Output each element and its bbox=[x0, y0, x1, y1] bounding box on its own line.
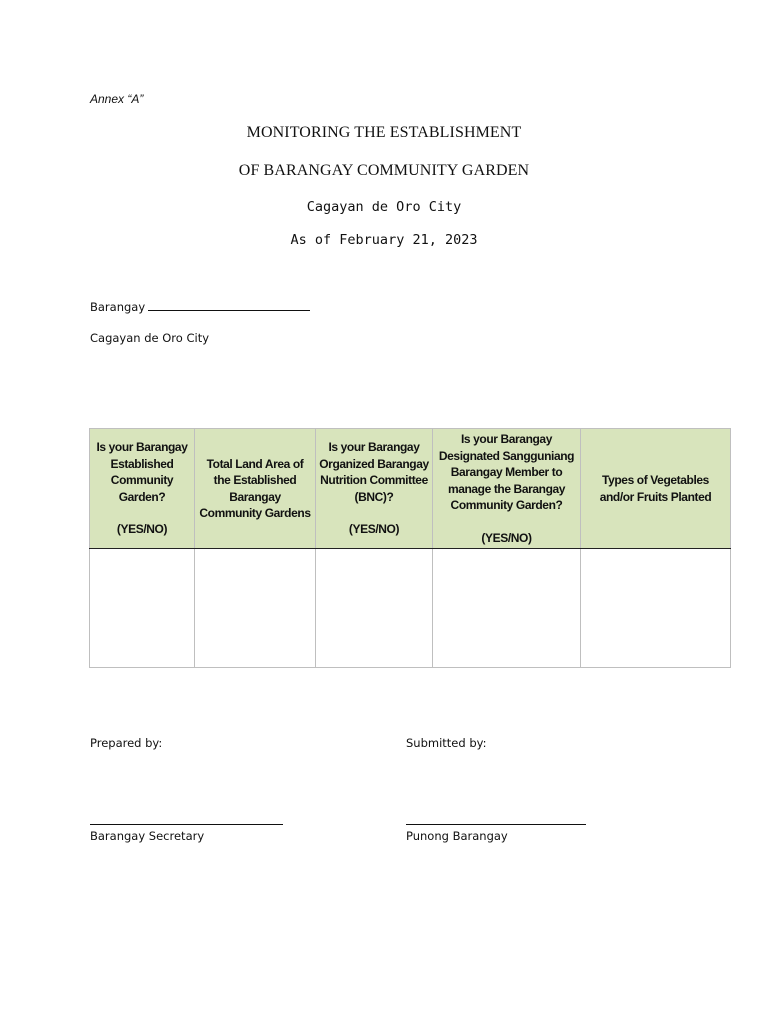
header-note: (YES/NO) bbox=[481, 530, 532, 545]
header-text: Is your Barangay Designated Sangguniang Barangay Member to manage the Barangay Community Garden? bbox=[438, 432, 575, 512]
cell-total-land-area[interactable] bbox=[195, 549, 316, 668]
prepared-by-label: Prepared by: bbox=[90, 736, 163, 750]
header-note: (YES/NO) bbox=[348, 522, 400, 537]
header-note: (YES/NO) bbox=[116, 522, 168, 537]
city-label: Cagayan de Oro City bbox=[90, 331, 210, 345]
document-title-line-1: MONITORING THE ESTABLISHMENT bbox=[246, 124, 522, 141]
barangay-blank-line[interactable] bbox=[148, 299, 310, 311]
submitted-by-label: Submitted by: bbox=[406, 736, 487, 750]
table-row bbox=[90, 549, 731, 668]
annex-label: Annex “A” bbox=[90, 92, 144, 106]
punong-barangay-label: Punong Barangay bbox=[406, 829, 508, 843]
barangay-field bbox=[90, 299, 310, 314]
document-title-line-2: OF BARANGAY COMMUNITY GARDEN bbox=[238, 162, 530, 179]
cell-designated-member[interactable] bbox=[433, 549, 581, 668]
header-vegetables-fruits bbox=[581, 429, 731, 549]
header-text: Types of Vegetables and/or Fruits Planted bbox=[599, 473, 712, 504]
cell-vegetables-fruits[interactable] bbox=[581, 549, 731, 668]
prepared-signature-line[interactable] bbox=[90, 824, 283, 825]
cell-established-garden[interactable] bbox=[90, 549, 195, 668]
header-text: Total Land Area of the Established Barangay Community Gardens bbox=[199, 456, 311, 520]
table-header-row bbox=[90, 429, 731, 549]
header-established-garden bbox=[90, 429, 195, 549]
barangay-secretary-label: Barangay Secretary bbox=[90, 829, 205, 843]
header-nutrition-committee bbox=[316, 429, 433, 549]
submitted-signature-line[interactable] bbox=[406, 824, 586, 825]
document-subtitle-date: As of February 21, 2023 bbox=[290, 232, 478, 248]
header-text: Is your Barangay Established Community Garden? bbox=[96, 440, 188, 504]
monitoring-table bbox=[89, 428, 731, 668]
cell-nutrition-committee[interactable] bbox=[316, 549, 433, 668]
document-subtitle-city: Cagayan de Oro City bbox=[306, 199, 462, 215]
barangay-label: Barangay bbox=[90, 300, 146, 314]
header-total-land-area bbox=[195, 429, 316, 549]
header-text: Is your Barangay Organized Barangay Nutrition Committee (BNC)? bbox=[319, 440, 429, 504]
header-designated-member bbox=[433, 429, 581, 549]
